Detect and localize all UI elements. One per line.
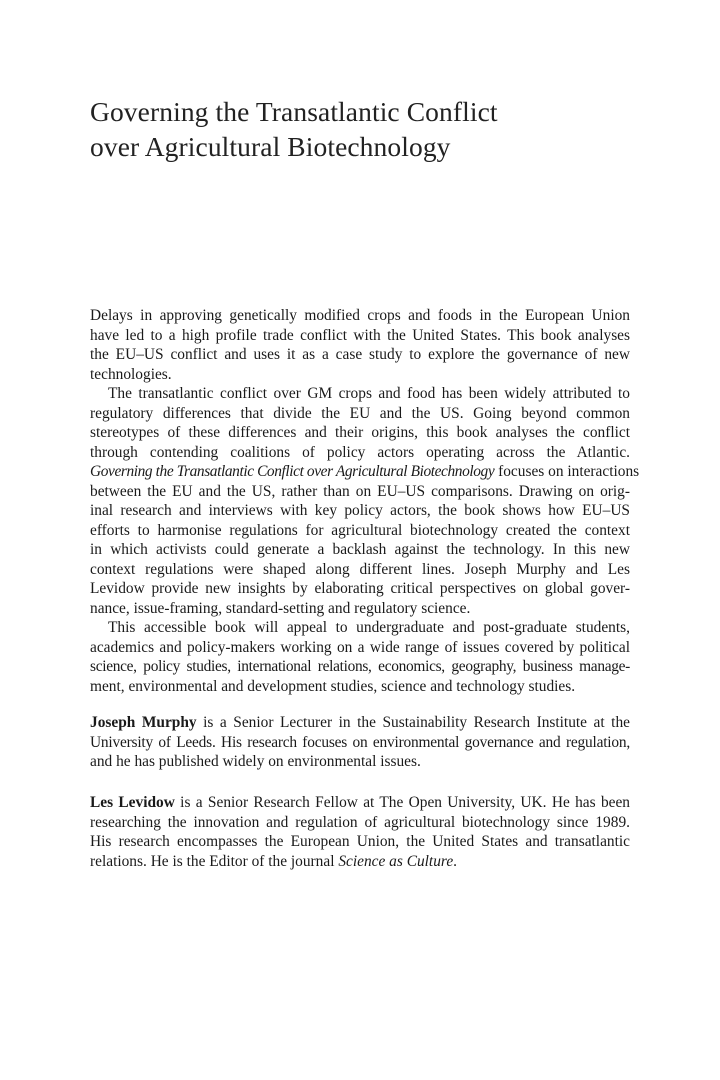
text-line xyxy=(90,852,630,872)
text-segment: relations. He is the Editor of the journal xyxy=(90,852,339,870)
book-title-italic: Governing the Transatlantic Conflict over Agricultural Biotechnology xyxy=(90,463,495,480)
text-line: His research encompasses the European Union, the United States and transatlantic xyxy=(90,833,630,850)
text-line: have led to a high profile trade conflict with the United States. This book analyses xyxy=(90,326,630,344)
text-line: through contending coalitions of policy actors operating across the Atlantic. xyxy=(90,443,630,461)
text-segment: is a Senior Research Fellow at The Open University, UK. He has been xyxy=(174,794,630,811)
text-segment: is a Senior Lecturer in the Sustainability Research Institute at the xyxy=(196,714,630,731)
text-line xyxy=(90,462,640,482)
text-line: nance, issue-framing, standard-setting and regulatory science. xyxy=(90,599,471,617)
text-line: academics and policy-makers working on a wide range of issues covered by political xyxy=(90,638,630,656)
text-line xyxy=(90,713,630,733)
text-line: technologies. xyxy=(90,365,172,383)
text-line: and he has published widely on environmental issues. xyxy=(90,753,421,770)
text-line: stereotypes of these differences and their origins, this book analyses the conflict xyxy=(90,424,630,441)
author-name: Joseph Murphy xyxy=(90,714,197,731)
text-line: inal research and interviews with key policy actors, the book shows how EU–US xyxy=(90,502,630,519)
author-bio-levidow xyxy=(90,793,630,871)
text-line xyxy=(90,793,630,813)
text-line: the EU–US conflict and uses it as a case study to explore the governance of new xyxy=(90,346,630,363)
title-line: Governing the Transatlantic Conflict xyxy=(90,96,498,127)
text-segment: . xyxy=(453,852,458,870)
text-line: University of Leeds. His research focuses on environmental governance and regulation, xyxy=(90,733,630,751)
text-line: Delays in approving genetically modified crops and foods in the European Union xyxy=(90,307,630,324)
text-line: This accessible book will appeal to undergraduate and post-graduate students, xyxy=(108,619,630,636)
book-description xyxy=(90,306,640,696)
text-line: researching the innovation and regulation of agricultural biotechnology since 1989. xyxy=(90,813,630,831)
author-name: Les Levidow xyxy=(90,794,175,811)
text-segment: focuses on interactions xyxy=(494,463,640,480)
text-line: efforts to harmonise regulations for agricultural biotechnology created the context xyxy=(90,521,630,539)
text-line: in which activists could generate a backlash against the technology. In this new xyxy=(90,541,630,558)
text-line: regulatory differences that divide the EU and the US. Going beyond common xyxy=(90,404,630,422)
author-bio-murphy xyxy=(90,713,630,772)
text-line: The transatlantic conflict over GM crops and food has been widely attributed to xyxy=(108,385,630,402)
journal-title: Science as Culture xyxy=(338,852,454,870)
title-line: over Agricultural Biotechnology xyxy=(90,131,451,162)
text-line: science, policy studies, international relations, economics, geography, business manage- xyxy=(90,658,630,675)
text-line: between the EU and the US, rather than on EU–US comparisons. Drawing on orig- xyxy=(90,482,630,500)
book-title xyxy=(90,94,498,164)
text-line: context regulations were shaped along different lines. Joseph Murphy and Les xyxy=(90,560,630,578)
text-line: ment, environmental and development studies, science and technology studies. xyxy=(90,677,576,695)
text-line: Levidow provide new insights by elaborating critical perspectives on global gover- xyxy=(90,580,630,597)
